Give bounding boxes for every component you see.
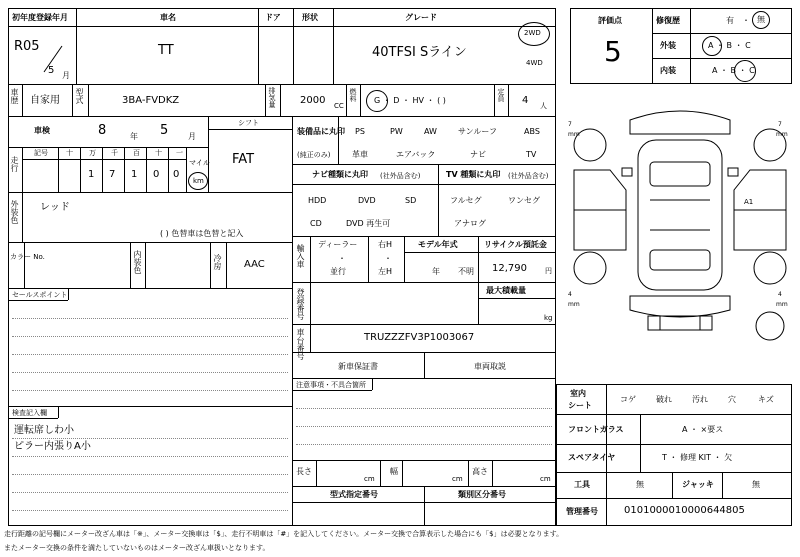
height-unit: cm [540,475,551,483]
inspection-month-unit: 月 [188,132,196,141]
chassis-value: TRUZZZFV3P1003067 [364,332,475,343]
grade-value: 40TFSI Sライン [372,45,467,60]
equip-tv: TV [526,150,537,159]
navi-hdd: HDD [308,196,327,205]
car-name-label: 車名 [160,13,176,22]
recycle-value: 12,790 [492,263,527,274]
mileage-unit-6: 一 [176,149,183,157]
score-value: 5 [604,35,622,68]
reg-month: 5 [48,65,55,76]
model-year-label: モデル年式 [418,240,458,249]
seat-label-2: シート [568,401,592,410]
aircon-label: 冷房 [213,254,222,270]
tire-fr-mm: mm [776,131,788,138]
equip-ps: PS [355,127,365,136]
seat-opt-ana: 穴 [728,395,736,404]
recycle-label: リサイクル預託金 [484,240,547,249]
interior-grades: A ・ B ・ C [712,66,755,75]
manual-label: 車両取説 [474,362,506,371]
mileage-unit-2: 万 [89,149,96,157]
reg-month-unit: 月 [62,71,70,80]
displacement-value: 2000 [300,95,326,106]
jack-label: ジャッキ [682,480,714,489]
diagram-a1: A1 [744,198,754,206]
aircon-value: AAC [244,259,265,270]
seat-opt-koge: コゲ [620,395,636,404]
usage-label: 車歴 [10,88,19,104]
capacity-label: 定員 [497,88,505,102]
exterior-color-label: 外装色 [10,200,19,224]
seat-label-1: 室内 [570,389,586,398]
reg-year: R05 [14,39,40,54]
inspection-year: 8 [98,123,107,138]
mileage-digit-1: 1 [88,169,95,180]
length-unit: cm [364,475,375,483]
shift-value: FAT [232,152,255,167]
displacement-label: 排気量 [268,87,276,108]
register-label: 登録番号 [296,288,305,320]
mileage-digit-4: 0 [153,169,160,180]
tv-oneseg: ワンセグ [508,196,540,205]
width-unit: cm [452,475,463,483]
spare-label: スペアタイヤ [568,453,616,462]
windshield-label: フロントガラス [568,425,624,434]
equip-airbag: エアバック [396,150,436,159]
notes-label: 注意事項・不具合箇所 [296,381,366,389]
mile-label: マイル [189,159,210,167]
interior-label: 内装 [660,66,676,75]
footer-line-2: またメーター交換の条件を満たしていないものはメーター改ざん車扱いとなります。 [4,544,270,552]
import-right-h: 右H [378,240,393,249]
sales-point-label: セールスポイント [12,291,68,299]
tire-rr-mm: mm [776,301,788,308]
tire-rr: 4 [778,291,782,298]
tire-fr: 7 [778,121,782,128]
drive-4wd: 4WD [526,59,543,67]
repair-sep: ・ [742,16,750,25]
tire-fl: 7 [568,121,572,128]
recycle-unit: 円 [545,267,552,275]
inspector-line-1: 運転席しわ小 [14,425,74,436]
capacity-value: 4 [522,95,529,106]
footer-line-1: 走行距離の記号欄にメーター改ざん車は「※」、メーター交換車は「$」、走行不明車は「#」を記入してください。メーター交換で合算表示した場合にも「$」は必要となります。 [4,530,564,538]
height-label: 高さ [472,467,488,476]
equip-leather: 革車 [352,150,368,159]
mileage-unit-3: 千 [111,149,118,157]
tire-rl: 4 [568,291,572,298]
windshield-options: A ・ ×要ス [682,425,724,434]
mileage-unit-5: 十 [155,149,162,157]
import-parallel: 並行 [330,267,346,276]
max-load-label: 最大積載量 [486,286,526,295]
repair-label: 修復歴 [656,16,680,25]
car-name: TT [158,43,174,58]
spare-options: T ・ 修理 KIT ・ 欠 [662,453,733,462]
tv-analog: アナログ [454,219,486,228]
import-dealer: ディーラー [318,240,358,249]
mileage-label: 走行 [10,156,19,172]
equip-navi: ナビ [470,150,486,159]
navi-cd: CD [310,219,322,228]
manage-label: 管理番号 [566,507,598,516]
width-label: 幅 [390,467,398,476]
inspector-label: 検査記入欄 [12,409,47,417]
equip-pw: PW [390,127,403,136]
manage-value: 0101000010000644805 [624,505,745,516]
class-no-label: 類別区分番号 [458,490,506,499]
inspection-label: 車検 [34,126,50,135]
exterior-grades: A ・ B ・ C [708,41,751,50]
seat-opt-kizu: キズ [758,395,774,404]
exterior-color-note: ( ) 色替車は色替と記入 [160,229,244,238]
grade-label: グレード [405,13,437,22]
capacity-unit: 人 [540,102,547,110]
first-reg-label: 初年度登録年月 [12,13,68,22]
tv-fullseg: フルセグ [450,196,482,205]
repair-no: 無 [757,15,765,24]
model-year-unit: 年 [432,267,440,276]
usage-value: 自家用 [30,95,60,106]
inspection-month: 5 [160,123,169,138]
length-label: 長さ [296,467,312,476]
navi-label: ナビ種類に丸印 [312,170,368,179]
tools-value: 無 [636,480,644,489]
navi-dvd: DVD [358,196,376,205]
repair-yes: 有 [726,16,734,25]
model-label: 型式 [75,88,84,104]
mileage-digit-2: 7 [109,169,116,180]
max-load-unit: kg [544,314,553,322]
tire-fl-mm: mm [568,131,580,138]
navi-sublabel: (社外品含む) [380,172,421,180]
warranty-label: 新車保証書 [338,362,378,371]
fuel-options: G ・ D ・ HV ・ ( ) [374,96,446,105]
mileage-unit-4: 百 [133,149,140,157]
mileage-unit-1: 十 [66,149,73,157]
shape-label: 形状 [302,13,318,22]
score-label: 評価点 [598,16,622,25]
chassis-label: 車台番号 [296,328,305,360]
tools-label: 工具 [574,480,590,489]
navi-sd: SD [405,196,417,205]
import-dot1: ・ [338,254,346,263]
equip-abs: ABS [524,127,540,136]
navi-dvd-play: DVD 再生可 [346,219,391,228]
seat-opt-yogore: 汚れ [692,395,708,404]
equipment-sublabel: (純正のみ) [297,151,331,159]
tv-label: TV 種類に丸印 [446,170,501,179]
exterior-label: 外装 [660,41,676,50]
drive-2wd: 2WD [524,29,541,37]
displacement-unit: CC [334,102,344,110]
inspector-line-2: ピラー内張りA小 [14,441,91,452]
seat-opt-yabure: 破れ [656,395,672,404]
import-left-h: 左H [378,267,393,276]
tv-sublabel: (社外品含む) [508,172,549,180]
import-label: 輸入車 [296,244,305,268]
equip-sunroof: サンルーフ [458,127,497,136]
tire-rl-mm: mm [568,301,580,308]
model-year-note: 不明 [458,267,474,276]
exterior-color-value: レッド [40,202,70,213]
jack-value: 無 [752,480,760,489]
km-label: km [193,177,204,185]
equip-aw: AW [424,127,437,136]
mileage-digit-3: 1 [131,169,138,180]
color-no-label: カラー No. [10,253,45,261]
fuel-label: 燃料 [349,88,357,102]
type-no-label: 型式指定番号 [330,490,378,499]
car-diagram [560,100,798,382]
shift-label: シフト [238,119,259,127]
door-label: ドア [265,13,281,22]
inspection-year-unit: 年 [130,132,138,141]
equipment-label: 装備品に丸印 [297,127,345,136]
mileage-unit-0: 記号 [34,149,48,157]
import-dot2: ・ [384,254,392,263]
model-value: 3BA-FVDKZ [122,95,180,106]
interior-color-label: 内装色 [133,250,142,274]
mileage-digit-5: 0 [173,169,180,180]
